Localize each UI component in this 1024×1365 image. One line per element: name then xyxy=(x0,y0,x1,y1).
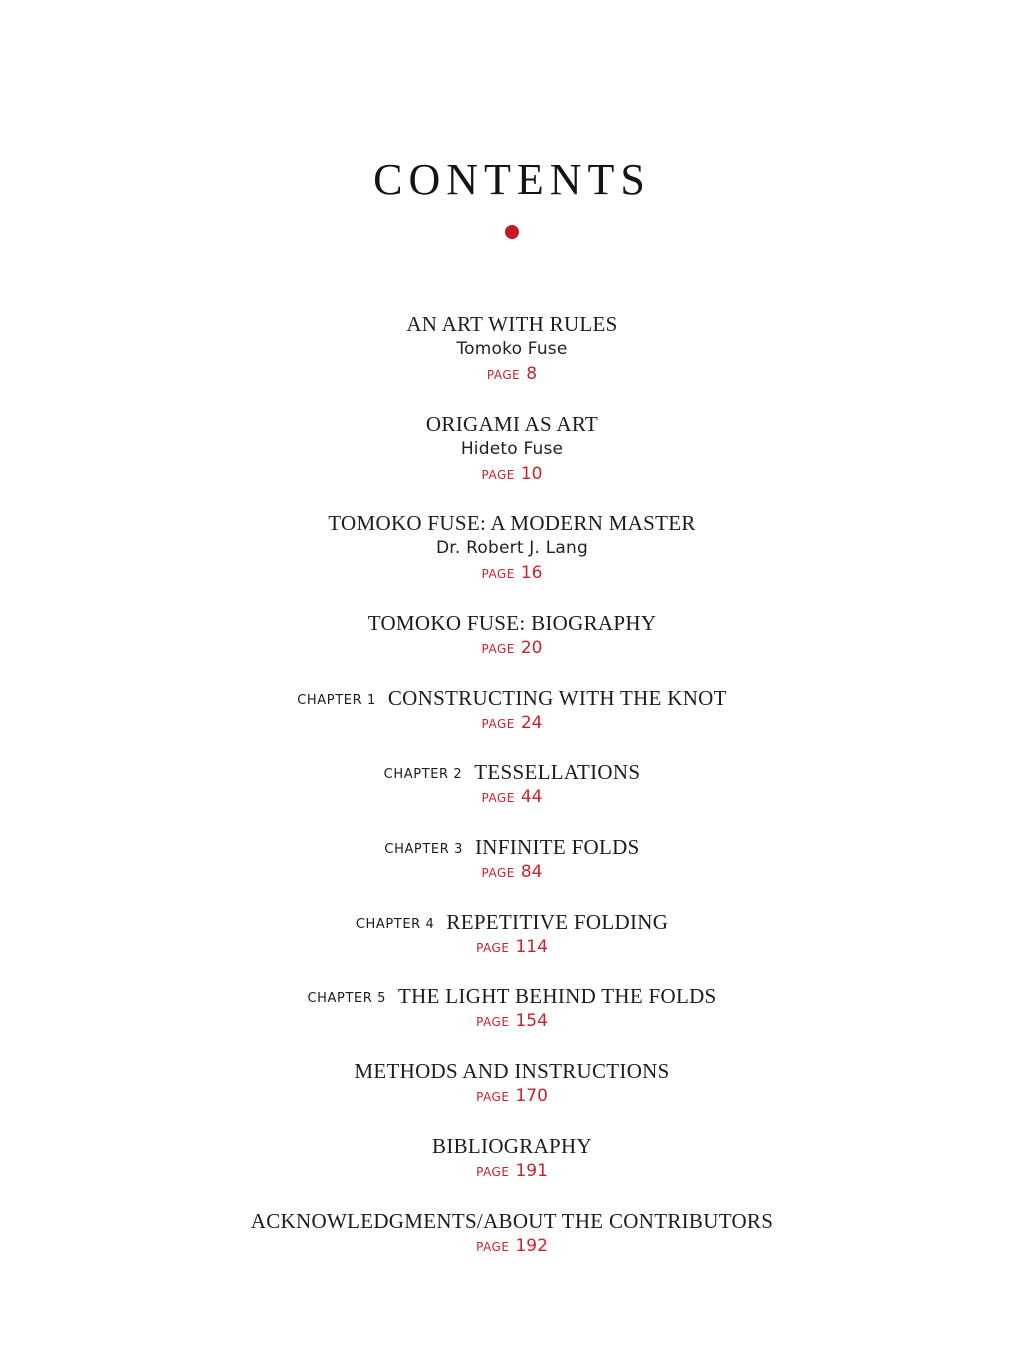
page-number: 192 xyxy=(515,1236,548,1256)
toc-entry[interactable] xyxy=(0,311,1024,386)
page-label: PAGE xyxy=(481,642,515,656)
entry-title-line xyxy=(0,610,1024,636)
page-number: 170 xyxy=(515,1086,548,1106)
entry-title: TOMOKO FUSE: A MODERN MASTER xyxy=(328,511,696,535)
page-number: 20 xyxy=(520,638,543,658)
entry-title-line xyxy=(0,983,1024,1009)
entry-title-line xyxy=(0,759,1024,785)
page-number: 16 xyxy=(520,563,543,583)
entry-title-line xyxy=(0,685,1024,711)
entry-title: ORIGAMI AS ART xyxy=(425,412,599,436)
toc-entry-chapter-3[interactable] xyxy=(0,834,1024,884)
entry-title: TESSELLATIONS xyxy=(474,760,641,784)
entry-title: METHODS AND INSTRUCTIONS xyxy=(354,1059,670,1083)
entry-title: BIBLIOGRAPHY xyxy=(432,1134,592,1158)
entry-page xyxy=(0,1084,1024,1108)
entry-page xyxy=(0,1159,1024,1183)
entry-title-line xyxy=(0,834,1024,860)
page-number: 84 xyxy=(520,862,543,882)
toc-entry[interactable] xyxy=(0,411,1024,486)
page-label: PAGE xyxy=(481,717,515,731)
toc-entry[interactable] xyxy=(0,510,1024,585)
page-label: PAGE xyxy=(476,1240,510,1254)
entry-page xyxy=(0,362,1024,386)
entry-title: ACKNOWLEDGMENTS/ABOUT THE CONTRIBUTORS xyxy=(250,1209,774,1233)
page-label: PAGE xyxy=(476,1165,510,1179)
entry-page xyxy=(0,462,1024,486)
page-number: 24 xyxy=(520,713,543,733)
entry-author: Tomoko Fuse xyxy=(456,339,568,359)
toc-entry[interactable] xyxy=(0,1133,1024,1183)
entry-page xyxy=(0,1234,1024,1258)
page-number: 154 xyxy=(515,1011,548,1031)
entry-title: TOMOKO FUSE: BIOGRAPHY xyxy=(367,611,657,635)
entry-page xyxy=(0,1009,1024,1033)
page-number: 191 xyxy=(515,1161,548,1181)
entry-title-line xyxy=(0,510,1024,536)
page-number: 114 xyxy=(515,937,548,957)
entry-title: AN ART WITH RULES xyxy=(406,312,618,336)
red-dot-ornament xyxy=(505,225,519,239)
entry-title-line xyxy=(0,411,1024,437)
toc-entry-chapter-1[interactable] xyxy=(0,685,1024,735)
page-label: PAGE xyxy=(481,791,515,805)
page-label: PAGE xyxy=(476,1015,510,1029)
entry-page xyxy=(0,636,1024,660)
toc-entry-chapter-4[interactable] xyxy=(0,909,1024,959)
chapter-label: CHAPTER 5 xyxy=(307,991,387,1006)
page-number: 44 xyxy=(520,787,543,807)
entry-title-line xyxy=(0,1208,1024,1234)
page-label: PAGE xyxy=(481,866,515,880)
entry-title: THE LIGHT BEHIND THE FOLDS xyxy=(398,984,717,1008)
chapter-label: CHAPTER 4 xyxy=(355,917,435,932)
entry-title-line xyxy=(0,1133,1024,1159)
page-number: 10 xyxy=(520,464,543,484)
entry-page xyxy=(0,860,1024,884)
entry-page xyxy=(0,935,1024,959)
page-label: PAGE xyxy=(476,1090,510,1104)
entry-page xyxy=(0,785,1024,809)
page-label: PAGE xyxy=(481,567,515,581)
entry-title: INFINITE FOLDS xyxy=(474,835,640,859)
entry-title-line xyxy=(0,909,1024,935)
page-title: CONTENTS xyxy=(373,155,651,204)
entry-author: Hideto Fuse xyxy=(460,439,564,459)
entry-title-line xyxy=(0,1058,1024,1084)
toc-entry-chapter-2[interactable] xyxy=(0,759,1024,809)
page-label: PAGE xyxy=(486,368,521,382)
entry-page xyxy=(0,561,1024,585)
page-label: PAGE xyxy=(481,468,515,482)
page-label: PAGE xyxy=(476,941,510,955)
chapter-label: CHAPTER 2 xyxy=(383,767,463,782)
toc-entry-chapter-5[interactable] xyxy=(0,983,1024,1033)
chapter-label: CHAPTER 1 xyxy=(297,693,376,708)
entry-title: REPETITIVE FOLDING xyxy=(446,910,669,934)
chapter-label: CHAPTER 3 xyxy=(384,842,463,857)
entry-author: Dr. Robert J. Lang xyxy=(436,538,588,558)
toc-entry[interactable] xyxy=(0,610,1024,660)
entry-title: CONSTRUCTING WITH THE KNOT xyxy=(387,686,727,710)
toc-entry[interactable] xyxy=(0,1208,1024,1258)
entry-page xyxy=(0,711,1024,735)
toc-entry[interactable] xyxy=(0,1058,1024,1108)
page-number: 8 xyxy=(526,364,538,384)
entry-title-line xyxy=(0,311,1024,337)
